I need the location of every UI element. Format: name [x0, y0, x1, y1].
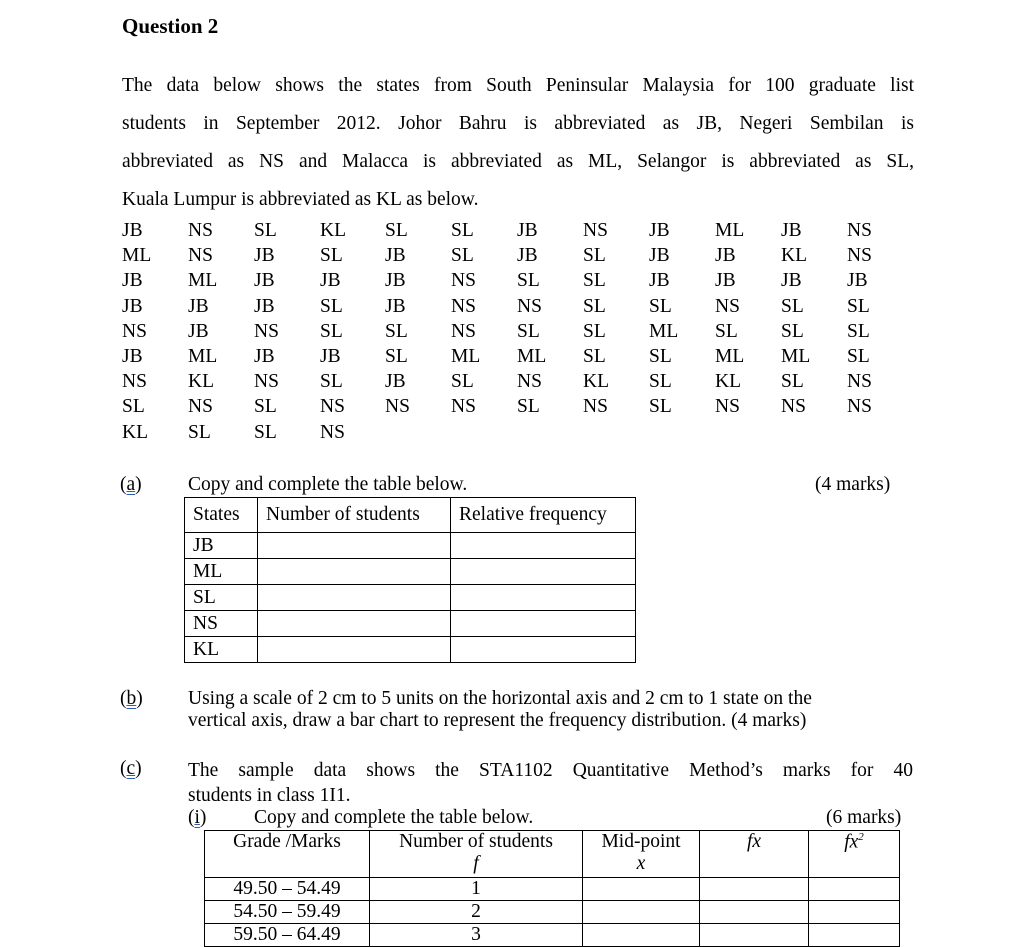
raw-data-cell: JB: [122, 295, 143, 317]
raw-data-cell: SL: [847, 346, 870, 367]
raw-data-cell: SL: [715, 320, 738, 342]
table-row: [205, 901, 900, 924]
midpoint-cell[interactable]: [583, 924, 700, 947]
raw-data-cell: SL: [781, 371, 804, 393]
header-fx: [700, 831, 809, 878]
header-fx-squared: $fx^2$: [809, 831, 900, 878]
raw-data-cell: SL: [188, 421, 211, 443]
raw-data-cell: SL: [583, 346, 606, 367]
raw-data-cell: NS: [847, 245, 872, 267]
header-relative-frequency: Relative frequency: [451, 498, 636, 533]
raw-data-cell: JB: [781, 270, 802, 292]
header-grade-text: Grade /Marks: [233, 831, 341, 852]
part-c-line: The sample data shows the STA1102 Quantitative Method’s marks for 40: [188, 760, 913, 781]
raw-data-cell: JB: [715, 270, 736, 292]
raw-data-cell: SL: [320, 320, 343, 342]
state-frequency-table: [184, 497, 636, 663]
raw-data-cell: NS: [122, 320, 147, 342]
fx2-cell[interactable]: [809, 924, 900, 947]
intro-line: students in September 2012. Johor Bahru is abbreviated as JB, Negeri Sembilan is: [122, 113, 914, 134]
raw-data-cell: SL: [320, 371, 343, 393]
raw-data-cell: SL: [320, 245, 343, 267]
raw-data-cell: SL: [451, 220, 474, 241]
raw-data-cell: SL: [517, 320, 540, 342]
fx-cell[interactable]: [700, 924, 809, 947]
state-cell: JB: [185, 533, 258, 559]
raw-data-cell: NS: [122, 371, 147, 393]
raw-data-cell: JB: [385, 270, 406, 292]
table-header-row: [205, 831, 900, 878]
raw-data-cell: ML: [715, 220, 745, 241]
part-a-label: (a): [120, 474, 142, 495]
raw-data-cell: NS: [385, 396, 410, 418]
raw-data-cell: JB: [385, 371, 406, 393]
raw-data-cell: JB: [847, 270, 868, 292]
raw-data-cell: JB: [517, 245, 538, 267]
raw-data-cell: NS: [451, 295, 476, 317]
part-b-letter: b: [126, 688, 137, 709]
count-cell[interactable]: [258, 533, 451, 559]
raw-data-cell: ML: [122, 245, 152, 267]
grade-range-cell: 59.50 – 64.49: [205, 924, 370, 947]
raw-data-cell: ML: [781, 346, 811, 367]
question-title: Question 2: [122, 14, 219, 38]
raw-data-cell: NS: [188, 220, 213, 241]
raw-data-cell: NS: [583, 220, 608, 241]
table-row: [185, 559, 636, 585]
raw-data-cell: NS: [517, 371, 542, 393]
table-header-row: [185, 498, 636, 533]
header-mid-text: Mid-point: [601, 831, 681, 852]
raw-data-cell: JB: [781, 220, 802, 241]
relative-frequency-cell[interactable]: [451, 559, 636, 585]
raw-data-cell: SL: [781, 320, 804, 342]
raw-data-cell: SL: [649, 346, 672, 367]
raw-data-cell: SL: [385, 220, 408, 241]
table-row: [185, 585, 636, 611]
raw-data-cell: SL: [649, 295, 672, 317]
raw-data-cell: NS: [451, 396, 476, 418]
raw-data-cell: NS: [254, 371, 279, 393]
raw-data-cell: JB: [254, 270, 275, 292]
state-cell: NS: [185, 611, 258, 637]
raw-data-cell: ML: [188, 346, 218, 367]
raw-data-cell: JB: [254, 346, 275, 367]
part-c-sub-letter: i: [194, 807, 200, 828]
raw-data-cell: NS: [451, 320, 476, 342]
raw-data-cell: SL: [320, 295, 343, 317]
count-cell[interactable]: [258, 585, 451, 611]
raw-data-cell: SL: [847, 320, 870, 342]
raw-data-cell: NS: [715, 295, 740, 317]
part-c-letter: c: [126, 758, 136, 779]
part-b-label: (b): [120, 688, 143, 709]
header-states: States: [185, 498, 258, 533]
header-fx-text: fx: [746, 831, 762, 852]
raw-data-cell: SL: [451, 245, 474, 267]
part-c-line: students in class 1I1.: [188, 785, 351, 806]
fx2-cell[interactable]: [809, 878, 900, 901]
table-row: [205, 878, 900, 901]
header-number-of-students: Number of students: [258, 498, 451, 533]
raw-data-cell: NS: [715, 396, 740, 418]
raw-data-cell: SL: [385, 320, 408, 342]
header-grade-marks: [205, 831, 370, 878]
raw-data-cell: JB: [122, 346, 143, 367]
raw-data-cell: JB: [320, 270, 341, 292]
relative-frequency-cell[interactable]: [451, 533, 636, 559]
raw-data-cell: ML: [451, 346, 481, 367]
part-b-text: [188, 688, 812, 732]
relative-frequency-cell[interactable]: [451, 611, 636, 637]
raw-data-cell: SL: [122, 396, 145, 418]
state-cell: ML: [185, 559, 258, 585]
raw-data-cell: SL: [451, 371, 474, 393]
raw-data-cell: NS: [320, 421, 345, 443]
relative-frequency-cell[interactable]: [451, 637, 636, 663]
marks-frequency-table: [204, 830, 900, 947]
raw-data-cell: SL: [583, 245, 606, 267]
raw-data-cell: SL: [649, 396, 672, 418]
part-c-label: (c): [120, 758, 142, 779]
raw-data-cell: JB: [254, 245, 275, 267]
frequency-cell: 3: [370, 924, 583, 947]
table-row: [185, 637, 636, 663]
raw-data-cell: NS: [188, 396, 213, 418]
raw-data-cell: JB: [649, 245, 670, 267]
header-mid-point: [583, 831, 700, 878]
raw-data-cell: SL: [385, 346, 408, 367]
part-c-marks: (6 marks): [826, 807, 902, 828]
raw-data-cell: KL: [715, 371, 741, 393]
raw-data-cell: NS: [583, 396, 608, 418]
state-cell: SL: [185, 585, 258, 611]
header-x-symbol: x: [636, 853, 646, 874]
raw-data-cell: SL: [517, 396, 540, 418]
raw-data-cell: NS: [847, 371, 872, 393]
part-c-text: [188, 758, 913, 808]
header-students-text: Number of students: [399, 831, 553, 852]
raw-data-cell: KL: [320, 220, 346, 241]
fx-cell[interactable]: [700, 878, 809, 901]
part-a-letter: a: [126, 474, 136, 495]
raw-data-cell: SL: [583, 270, 606, 292]
count-cell[interactable]: [258, 611, 451, 637]
part-c-sub-label: (i): [188, 807, 207, 828]
raw-data-cell: ML: [517, 346, 547, 367]
raw-data-cell: SL: [649, 371, 672, 393]
raw-data-cell: JB: [188, 295, 209, 317]
fx-cell[interactable]: [700, 901, 809, 924]
raw-data-cell: KL: [188, 371, 214, 393]
table-row: [185, 611, 636, 637]
raw-data-cell: NS: [254, 320, 279, 342]
fx2-cell[interactable]: [809, 901, 900, 924]
raw-data-cell: SL: [254, 421, 277, 443]
intro-line: The data below shows the states from South Peninsular Malaysia for 100 graduate list: [122, 75, 914, 96]
raw-data-cell: JB: [122, 220, 143, 241]
raw-data-cell: NS: [188, 245, 213, 267]
grade-range-cell: 54.50 – 59.49: [205, 901, 370, 924]
header-number-of-students: [370, 831, 583, 878]
midpoint-cell[interactable]: [583, 901, 700, 924]
raw-data-cell: NS: [451, 270, 476, 292]
raw-data-cell: NS: [320, 396, 345, 418]
table-row: [205, 924, 900, 947]
count-cell[interactable]: [258, 637, 451, 663]
relative-frequency-cell[interactable]: [451, 585, 636, 611]
part-a-marks: (4 marks): [815, 474, 891, 495]
raw-data-cell: KL: [583, 371, 609, 393]
raw-data-cell: JB: [188, 320, 209, 342]
raw-data-cell: ML: [715, 346, 745, 367]
part-b-line: vertical axis, draw a bar chart to represent the frequency distribution. (4 marks): [188, 710, 807, 731]
raw-data-cell: JB: [254, 295, 275, 317]
table-row: [185, 533, 636, 559]
raw-data-cell: SL: [583, 320, 606, 342]
intro-paragraph: [122, 67, 914, 219]
raw-data-cell: JB: [122, 270, 143, 292]
raw-data-cell: SL: [583, 295, 606, 317]
raw-data-cell: NS: [781, 396, 806, 418]
raw-data-cell: ML: [649, 320, 679, 342]
raw-data-cell: SL: [847, 295, 870, 317]
part-a-instruction: Copy and complete the table below.: [188, 474, 468, 495]
raw-data-cell: JB: [320, 346, 341, 367]
raw-data-cell: NS: [517, 295, 542, 317]
raw-data-cell: JB: [385, 295, 406, 317]
raw-data-cell: SL: [781, 295, 804, 317]
intro-line: Kuala Lumpur is abbreviated as KL as below.: [122, 189, 479, 210]
header-fx2-text: fx: [844, 831, 859, 853]
frequency-cell: 2: [370, 901, 583, 924]
raw-data-cell: SL: [254, 396, 277, 418]
raw-data-cell: SL: [517, 270, 540, 292]
raw-data-cell: JB: [385, 245, 406, 267]
part-c-sub-instruction: Copy and complete the table below.: [254, 807, 534, 828]
raw-data-cell: JB: [715, 245, 736, 267]
raw-data-cell: NS: [847, 220, 872, 241]
part-b-line: Using a scale of 2 cm to 5 units on the horizontal axis and 2 cm to 1 state on the: [188, 688, 812, 709]
raw-data-cell: JB: [517, 220, 538, 241]
raw-data-cell: KL: [781, 245, 807, 267]
count-cell[interactable]: [258, 559, 451, 585]
state-cell: KL: [185, 637, 258, 663]
raw-data-cell: JB: [649, 270, 670, 292]
raw-data-cell: SL: [254, 220, 277, 241]
raw-data-cell: ML: [188, 270, 218, 292]
raw-data-cell: NS: [847, 396, 872, 418]
raw-data-cell: KL: [122, 421, 148, 443]
intro-line: abbreviated as NS and Malacca is abbreviated as ML, Selangor is abbreviated as SL,: [122, 151, 914, 172]
raw-data-cell: JB: [649, 220, 670, 241]
grade-range-cell: 49.50 – 54.49: [205, 878, 370, 901]
header-f-symbol: f: [473, 853, 479, 874]
frequency-cell: 1: [370, 878, 583, 901]
midpoint-cell[interactable]: [583, 878, 700, 901]
